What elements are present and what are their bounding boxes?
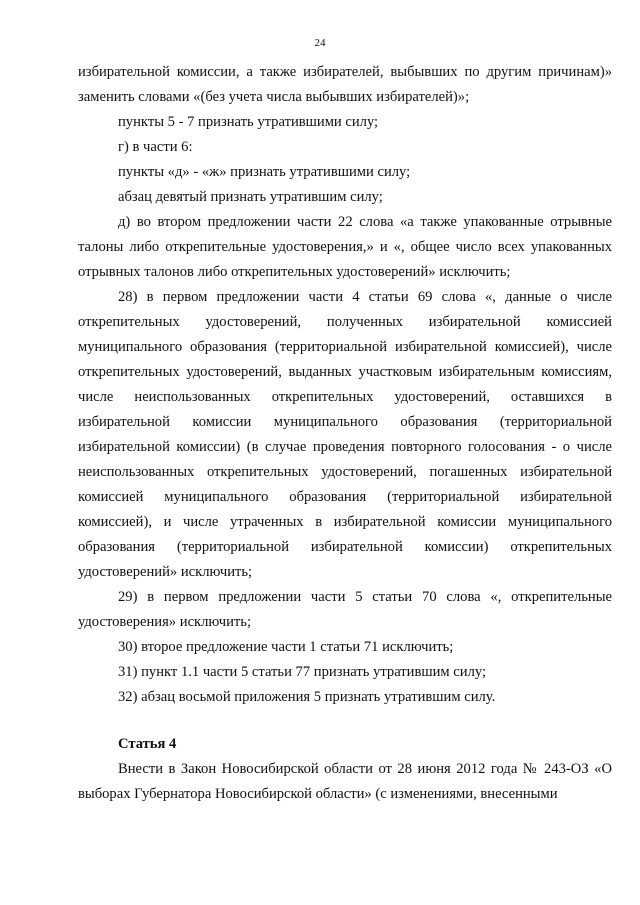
paragraph-item-28: 28) в первом предложении части 4 статьи 69 слова «, данные о числе открепительных удостоверений, полученных избирательной комиссией муниципального образования (территориальной избирательной комиссией), числе открепительных удостоверений, выданных участковым избирательным комиссиям, числе неиспользованных открепительных удостоверений, оставшихся в избирательной комиссии муниципального образования (территориальной избирательной комиссии) (в случае проведения повторного голосования - о числе неиспользованных открепительных удостоверений, погашенных избирательной комиссией муниципального образования (территориальной избирательной комиссией), и числе утраченных в избирательной комиссии муниципального образования (территориальной избирательной комиссии) открепительных удостоверений» исключить; [78, 289, 612, 580]
article-text: Внести в Закон Новосибирской области от 28 июня 2012 года № 243-ОЗ «О выборах Губернатора Новосибирской области» (с изменениями, внесенными [78, 761, 612, 802]
paragraph-item-30: 30) второе предложение части 1 статьи 71 исключить; [118, 639, 454, 655]
paragraph-item-29: 29) в первом предложении части 5 статьи 70 слова «, открепительные удостоверения» исключить; [78, 589, 612, 630]
paragraph-abzac-9: абзац девятый признать утратившим силу; [118, 189, 383, 205]
paragraph-item-32: 32) абзац восьмой приложения 5 признать утратившим силу. [118, 689, 496, 705]
document-body [78, 60, 612, 807]
paragraph-part-22: д) во втором предложении части 22 слова «а также упакованные отрывные талоны либо открепительные удостоверения,» и «, общее число всех упакованных отрывных талонов либо открепительных удостоверений» исключить; [78, 214, 612, 280]
section-spacer [78, 710, 612, 732]
paragraph-points-5-7: пункты 5 - 7 признать утратившими силу; [118, 114, 379, 130]
paragraph-item-31: 31) пункт 1.1 части 5 статьи 77 признать утратившим силу; [118, 664, 487, 680]
paragraph-part-6: г) в части 6: [118, 139, 193, 155]
paragraph-points-d-zh: пункты «д» - «ж» признать утратившими силу; [118, 164, 411, 180]
article-heading: Статья 4 [118, 736, 177, 752]
page-number: 24 [314, 37, 326, 49]
paragraph-continuation: избирательной комиссии, а также избирателей, выбывших по другим причинам)» заменить словами «(без учета числа выбывших избирателей)»; [78, 64, 612, 105]
